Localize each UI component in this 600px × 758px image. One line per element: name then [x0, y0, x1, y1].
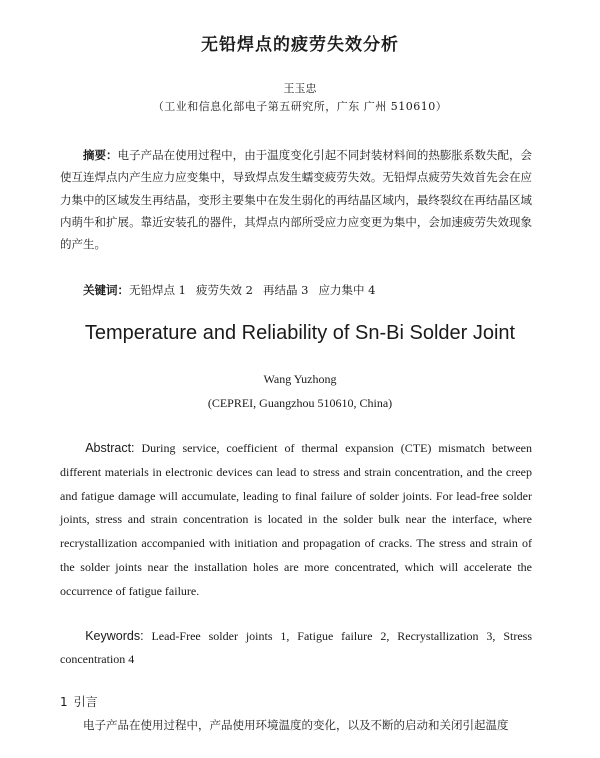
chinese-title: 无铅焊点的疲劳失效分析 — [201, 35, 399, 55]
chinese-keywords-label: 关键词： — [83, 283, 129, 297]
english-affiliation: (CEPREI, Guangzhou 510610, China) — [207, 396, 393, 410]
english-keywords-label: Keywords: — [85, 629, 144, 643]
english-abstract — [60, 437, 532, 604]
english-abstract-label: Abstract: — [85, 441, 135, 455]
english-abstract-text: During service, coefficient of thermal expansion (CTE) mismatch between different materials in electronic devices can lead to stress and strain concentration, and the creep and fatigue damage will accumulate, leading to final failure of solder joints. For lead-free solder joints, stress and strain concentration is located in the solder bulk near the interface, where recrystallization accompanied with initiation and propagation of cracks. The stress and strain of the solder joints near the installation holes are more concentrated, which will accelerate the occurrence of fatigue failure. — [60, 441, 532, 598]
english-title: Temperature and Reliability of Sn-Bi Solder Joint — [84, 322, 516, 344]
intro-paragraph: 电子产品在使用过程中，产品使用环境温度的变化，以及不断的启动和关闭引起温度 — [83, 718, 509, 732]
english-author: Wang Yuzhong — [263, 372, 337, 386]
chinese-abstract — [60, 144, 532, 255]
english-keywords — [60, 625, 532, 671]
english-keywords-text: Lead-Free solder joints 1, Fatigue failure 2, Recrystallization 3, Stress concentration 4 — [60, 629, 532, 666]
section-title: 引言 — [73, 695, 98, 709]
chinese-keyword: 应力集中 4 — [318, 283, 376, 297]
chinese-abstract-text: 电子产品在使用过程中，由于温度变化引起不同封装材料间的热膨胀系数失配，会使互连焊点内产生应力应变集中，导致焊点发生蠕变疲劳失效。无铅焊点疲劳失效首先会在应力集中的区域发生再结晶，变形主要集中在发生弱化的再结晶区域内，最终裂纹在再结晶区域内萌牛和扩展。靠近安装孔的器件，其焊点内部所受应力应变更为集中，会加速疲劳失效现象的产生。 — [60, 148, 533, 252]
chinese-keyword: 再结晶 3 — [262, 283, 309, 297]
chinese-abstract-label: 摘要： — [83, 148, 118, 162]
chinese-affiliation: （工业和信息化部电子第五研究所，广东 广州 510610） — [152, 100, 448, 113]
chinese-keywords — [60, 282, 532, 298]
chinese-keyword: 无铅焊点 1 — [129, 283, 186, 297]
section-number: 1 — [60, 695, 68, 709]
section-heading — [60, 693, 98, 710]
chinese-keyword: 疲劳失效 2 — [195, 283, 253, 297]
chinese-author: 王玉忠 — [283, 82, 317, 95]
